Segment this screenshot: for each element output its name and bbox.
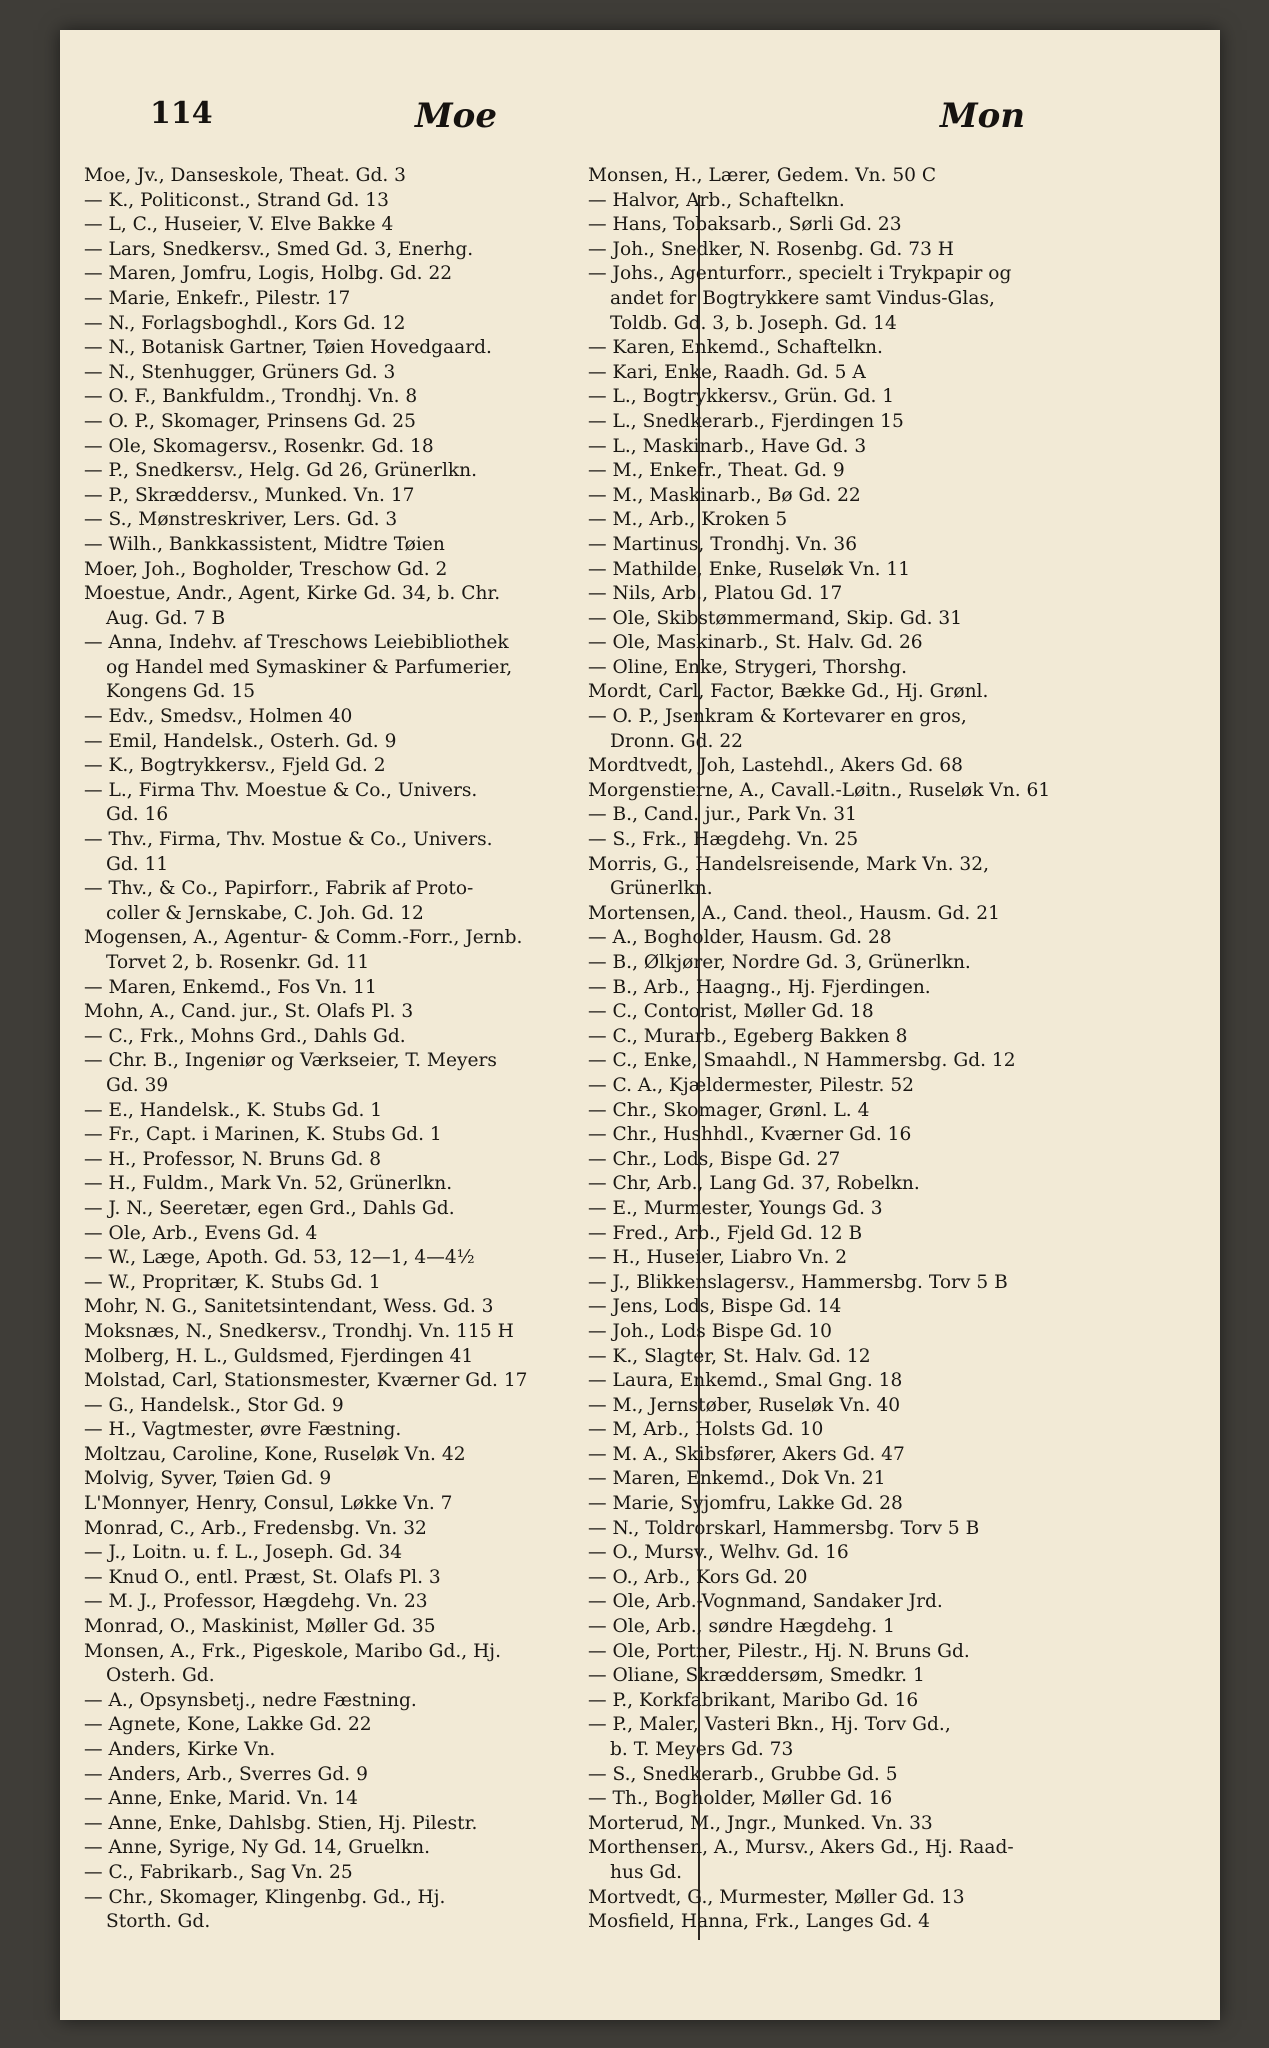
directory-entry: — Martinus, Trondhj. Vn. 36: [588, 533, 858, 555]
directory-entry: — Marie, Syjomfru, Lakke Gd. 28: [588, 1493, 903, 1515]
directory-entry: — M. J., Professor, Hægdehg. Vn. 23: [84, 1591, 428, 1613]
directory-entry: — Ole, Portner, Pilestr., Hj. N. Bruns Gd.: [588, 1640, 970, 1662]
directory-entry: — M., Maskinarb., Bø Gd. 22: [588, 484, 861, 506]
directory-entry: — C., Fabrikarb., Sag Vn. 25: [84, 1861, 353, 1883]
directory-entry: Storth. Gd.: [106, 1911, 211, 1933]
directory-entry: — W., Læge, Apoth. Gd. 53, 12—1, 4—4½: [84, 1247, 475, 1269]
directory-entry: — Mathilde, Enke, Ruseløk Vn. 11: [588, 558, 911, 580]
directory-entry: — Thv., & Co., Papirforr., Fabrik af Proto-: [84, 878, 474, 900]
directory-entry: Mortensen, A., Cand. theol., Hausm. Gd. 21: [588, 902, 1000, 924]
directory-entry: — L., Firma Thv. Moestue & Co., Univers.: [84, 779, 478, 801]
directory-entry: Monsen, H., Lærer, Gedem. Vn. 50 C: [588, 165, 937, 186]
directory-entry: — Chr, Arb., Lang Gd. 37, Robelkn.: [588, 1173, 920, 1195]
directory-entry: — W., Propritær, K. Stubs Gd. 1: [84, 1271, 381, 1293]
directory-entry: — Anna, Indehv. af Treschows Leiebibliothek: [84, 632, 509, 654]
directory-entry: — Oline, Enke, Strygeri, Thorshg.: [588, 656, 908, 678]
directory-entry: Morris, G., Handelsreisende, Mark Vn. 32,: [588, 853, 989, 875]
directory-entry: Monrad, C., Arb., Fredensbg. Vn. 32: [84, 1517, 427, 1539]
directory-entry: — Emil, Handelsk., Osterh. Gd. 9: [84, 730, 397, 752]
directory-entry: Mordtvedt, Joh, Lastehdl., Akers Gd. 68: [588, 755, 963, 777]
directory-entry: — Hans, Tobaksarb., Sørli Gd. 23: [588, 214, 902, 236]
directory-entry: — Fred., Arb., Fjeld Gd. 12 B: [588, 1222, 863, 1244]
directory-entry: — Maren, Jomfru, Logis, Holbg. Gd. 22: [84, 263, 453, 285]
directory-entry: — H., Vagtmester, øvre Fæstning.: [84, 1419, 402, 1441]
directory-entry: hus Gd.: [610, 1861, 683, 1883]
directory-entry: Moksnæs, N., Snedkersv., Trondhj. Vn. 115 H: [84, 1320, 514, 1342]
directory-entry: — M., Arb., Kroken 5: [588, 509, 788, 531]
directory-entry: — Ole, Arb., søndre Hægdehg. 1: [588, 1616, 895, 1638]
directory-entry: — Karen, Enkemd., Schaftelkn.: [588, 337, 883, 359]
directory-entry: — H., Fuldm., Mark Vn. 52, Grünerlkn.: [84, 1173, 453, 1195]
directory-entry: — K., Politiconst., Strand Gd. 13: [84, 189, 389, 211]
directory-entry: — L., Maskinarb., Have Gd. 3: [588, 435, 867, 457]
directory-entry: Toldb. Gd. 3, b. Joseph. Gd. 14: [610, 312, 897, 334]
directory-entry: Molstad, Carl, Stationsmester, Kværner Gd. 17: [84, 1370, 528, 1392]
directory-entry: Mogensen, A., Agentur- & Comm.-Forr., Jernb.: [84, 927, 523, 949]
directory-entry: — Anders, Kirke Vn.: [84, 1739, 276, 1760]
directory-entry: — C., Enke, Smaahdl., N Hammersbg. Gd. 12: [588, 1050, 1016, 1072]
directory-entry: — A., Bogholder, Hausm. Gd. 28: [588, 927, 892, 949]
directory-entry: — Anne, Enke, Dahlsbg. Stien, Hj. Pilestr.: [84, 1812, 478, 1834]
directory-entry: Kongens Gd. 15: [106, 681, 256, 703]
directory-entry: — O. P., Skomager, Prinsens Gd. 25: [84, 410, 416, 432]
directory-entry: Mordt, Carl, Factor, Bække Gd., Hj. Grønl.: [588, 681, 989, 703]
directory-entry: Aug. Gd. 7 B: [106, 607, 226, 629]
directory-entry: — Oliane, Skræddersøm, Smedkr. 1: [588, 1665, 925, 1687]
directory-entry: — Anne, Enke, Marid. Vn. 14: [84, 1788, 358, 1810]
directory-entry: — G., Handelsk., Stor Gd. 9: [84, 1394, 344, 1416]
page-header: [150, 96, 1150, 146]
left-guide-word: Moe: [415, 96, 497, 136]
directory-entry: — E., Handelsk., K. Stubs Gd. 1: [84, 1099, 383, 1121]
directory-entry: Moestue, Andr., Agent, Kirke Gd. 34, b. Chr.: [84, 583, 501, 605]
directory-entry: Grünerlkn.: [610, 878, 713, 900]
directory-entry: andet for Bogtrykkere samt Vindus-Glas,: [610, 287, 995, 309]
directory-entry: — Halvor, Arb., Schaftelkn.: [588, 189, 845, 211]
directory-entry: Monrad, O., Maskinist, Møller Gd. 35: [84, 1616, 436, 1638]
directory-entry: — Chr., Hushhdl., Kværner Gd. 16: [588, 1124, 912, 1146]
directory-entry: — P., Snedkersv., Helg. Gd 26, Grünerlkn.: [84, 460, 478, 482]
directory-entry: Monsen, A., Frk., Pigeskole, Maribo Gd., Hj.: [84, 1640, 501, 1662]
directory-entry: Morterud, M., Jngr., Munked. Vn. 33: [588, 1812, 933, 1834]
directory-entry: — J., Loitn. u. f. L., Joseph. Gd. 34: [84, 1542, 403, 1564]
directory-entry: — K., Bogtrykkersv., Fjeld Gd. 2: [84, 755, 386, 777]
directory-entry: b. T. Meyers Gd. 73: [610, 1739, 794, 1760]
directory-entry: — Ole, Arb.-Vognmand, Sandaker Jrd.: [588, 1591, 943, 1613]
directory-entry: — K., Slagter, St. Halv. Gd. 12: [588, 1345, 871, 1367]
directory-entry: — O., Arb., Kors Gd. 20: [588, 1566, 808, 1588]
left-column: [84, 164, 584, 1935]
directory-entry: — M, Arb., Holsts Gd. 10: [588, 1419, 824, 1441]
directory-entry: Molberg, H. L., Guldsmed, Fjerdingen 41: [84, 1345, 474, 1367]
directory-entry: Mohn, A., Cand. jur., St. Olafs Pl. 3: [84, 1001, 414, 1023]
directory-entry: coller & Jernskabe, C. Joh. Gd. 12: [106, 902, 424, 924]
directory-entry: — M., Enkefr., Theat. Gd. 9: [588, 460, 845, 482]
directory-entry: — Joh., Snedker, N. Rosenbg. Gd. 73 H: [588, 238, 955, 260]
directory-entry: — N., Stenhugger, Grüners Gd. 3: [84, 361, 396, 383]
directory-entry: — S., Snedkerarb., Grubbe Gd. 5: [588, 1763, 898, 1785]
directory-entry: — O. P., Jsenkram & Kortevarer en gros,: [588, 706, 967, 728]
directory-entry: L'Monnyer, Henry, Consul, Løkke Vn. 7: [84, 1493, 453, 1515]
directory-entry: — P., Skræddersv., Munked. Vn. 17: [84, 484, 415, 506]
directory-entry: — S., Frk., Hægdehg. Vn. 25: [588, 829, 859, 851]
directory-entry: — Laura, Enkemd., Smal Gng. 18: [588, 1370, 903, 1392]
directory-entry: — J., Blikkenslagersv., Hammersbg. Torv 5 B: [588, 1271, 1008, 1293]
directory-entry: — Ole, Skibstømmermand, Skip. Gd. 31: [588, 607, 963, 629]
directory-entry: — B., Arb., Haagng., Hj. Fjerdingen.: [588, 976, 931, 998]
directory-entry: — Ole, Arb., Evens Gd. 4: [84, 1222, 318, 1244]
directory-entry: — A., Opsynsbetj., nedre Fæstning.: [84, 1689, 417, 1711]
right-column: [588, 164, 1100, 1935]
directory-entry: — Knud O., entl. Præst, St. Olafs Pl. 3: [84, 1566, 441, 1588]
directory-entry: — Maren, Enkemd., Fos Vn. 11: [84, 976, 377, 998]
right-guide-word: Mon: [940, 96, 1026, 136]
directory-entry: Gd. 11: [106, 853, 169, 875]
directory-entry: — H., Huseier, Liabro Vn. 2: [588, 1247, 848, 1269]
directory-entry: Gd. 16: [106, 804, 169, 826]
directory-entry: Mosfield, Hanna, Frk., Langes Gd. 4: [588, 1911, 930, 1933]
directory-entry: — N., Forlagsboghdl., Kors Gd. 12: [84, 312, 406, 334]
directory-entry: Osterh. Gd.: [106, 1665, 215, 1687]
directory-entry: — Edv., Smedsv., Holmen 40: [84, 706, 353, 728]
directory-entry: — Maren, Enkemd., Dok Vn. 21: [588, 1468, 886, 1490]
directory-entry: — Anne, Syrige, Ny Gd. 14, Gruelkn.: [84, 1837, 431, 1859]
directory-entry: — C. A., Kjældermester, Pilestr. 52: [588, 1074, 914, 1096]
directory-entry: — M. A., Skibsfører, Akers Gd. 47: [588, 1443, 905, 1465]
directory-entry: — N., Toldrorskarl, Hammersbg. Torv 5 B: [588, 1517, 980, 1539]
directory-entry: — Nils, Arb., Platou Gd. 17: [588, 583, 843, 605]
directory-entry: — Chr. B., Ingeniør og Værkseier, T. Meyers: [84, 1050, 497, 1072]
directory-entry: Dronn. Gd. 22: [610, 730, 743, 752]
directory-entry: — L., Snedkerarb., Fjerdingen 15: [588, 410, 904, 432]
directory-entry: — O. F., Bankfuldm., Trondhj. Vn. 8: [84, 386, 418, 408]
directory-entry: — S., Mønstreskriver, Lers. Gd. 3: [84, 509, 398, 531]
directory-entry: — Kari, Enke, Raadh. Gd. 5 A: [588, 361, 866, 383]
directory-entry: — Agnete, Kone, Lakke Gd. 22: [84, 1714, 372, 1736]
directory-entry: — Joh., Lods Bispe Gd. 10: [588, 1320, 832, 1342]
directory-entry: — Anders, Arb., Sverres Gd. 9: [84, 1763, 368, 1785]
directory-entry: — Fr., Capt. i Marinen, K. Stubs Gd. 1: [84, 1124, 442, 1146]
directory-entry: — O., Mursv., Welhv. Gd. 16: [588, 1542, 849, 1564]
directory-entry: — Marie, Enkefr., Pilestr. 17: [84, 287, 351, 309]
directory-entry: — Lars, Snedkersv., Smed Gd. 3, Enerhg.: [84, 238, 474, 260]
directory-entry: — Thv., Firma, Thv. Mostue & Co., Univers.: [84, 829, 493, 851]
directory-entry: — B., Cand. jur., Park Vn. 31: [588, 804, 857, 826]
directory-entry: — Th., Bogholder, Møller Gd. 16: [588, 1788, 893, 1810]
directory-entry: — Ole, Skomagersv., Rosenkr. Gd. 18: [84, 435, 434, 457]
directory-entry: Molvig, Syver, Tøien Gd. 9: [84, 1468, 332, 1490]
directory-entry: Morthensen, A., Mursv., Akers Gd., Hj. Raad-: [588, 1837, 1014, 1859]
directory-entry: Mortvedt, G., Murmester, Møller Gd. 13: [588, 1886, 965, 1908]
directory-entry: Torvet 2, b. Rosenkr. Gd. 11: [106, 952, 370, 973]
directory-entry: — B., Ølkjører, Nordre Gd. 3, Grünerlkn.: [588, 952, 971, 973]
page-number: 114: [150, 96, 213, 131]
directory-entry: — Ole, Maskinarb., St. Halv. Gd. 26: [588, 632, 923, 654]
directory-entry: — N., Botanisk Gartner, Tøien Hovedgaard.: [84, 337, 492, 359]
directory-entry: — Wilh., Bankkassistent, Midtre Tøien: [84, 533, 445, 555]
directory-entry: — Jens, Lods, Bispe Gd. 14: [588, 1296, 842, 1318]
directory-entry: Moer, Joh., Bogholder, Treschow Gd. 2: [84, 558, 448, 580]
directory-entry: Morgenstierne, A., Cavall.-Løitn., Ruseløk Vn. 61: [588, 779, 1051, 801]
directory-entry: — Chr., Skomager, Klingenbg. Gd., Hj.: [84, 1886, 446, 1908]
directory-entry: — M., Jernstøber, Ruseløk Vn. 40: [588, 1394, 901, 1416]
directory-entry: — H., Professor, N. Bruns Gd. 8: [84, 1148, 382, 1170]
directory-entry: Moltzau, Caroline, Kone, Ruseløk Vn. 42: [84, 1443, 466, 1465]
directory-entry: — L., Bogtrykkersv., Grün. Gd. 1: [588, 386, 895, 408]
directory-entry: — P., Maler, Vasteri Bkn., Hj. Torv Gd.,: [588, 1714, 951, 1736]
directory-entry: og Handel med Symaskiner & Parfumerier,: [106, 656, 513, 678]
directory-entry: — C., Contorist, Møller Gd. 18: [588, 1001, 874, 1023]
directory-entry: — C., Frk., Mohns Grd., Dahls Gd.: [84, 1025, 406, 1047]
directory-entry: Moe, Jv., Danseskole, Theat. Gd. 3: [84, 165, 406, 186]
directory-entry: — Chr., Skomager, Grønl. L. 4: [588, 1099, 870, 1121]
directory-entry: — Chr., Lods, Bispe Gd. 27: [588, 1148, 841, 1170]
directory-entry: — E., Murmester, Youngs Gd. 3: [588, 1197, 883, 1219]
directory-entry: — P., Korkfabrikant, Maribo Gd. 16: [588, 1689, 919, 1711]
directory-entry: Gd. 39: [106, 1074, 169, 1096]
directory-entry: — Johs., Agenturforr., specielt i Trykpapir og: [588, 263, 1012, 285]
directory-entry: — L, C., Huseier, V. Elve Bakke 4: [84, 214, 394, 236]
directory-entry: — J. N., Seeretær, egen Grd., Dahls Gd.: [84, 1197, 455, 1219]
directory-entry: — C., Murarb., Egeberg Bakken 8: [588, 1025, 908, 1047]
directory-entry: Mohr, N. G., Sanitetsintendant, Wess. Gd. 3: [84, 1296, 494, 1318]
